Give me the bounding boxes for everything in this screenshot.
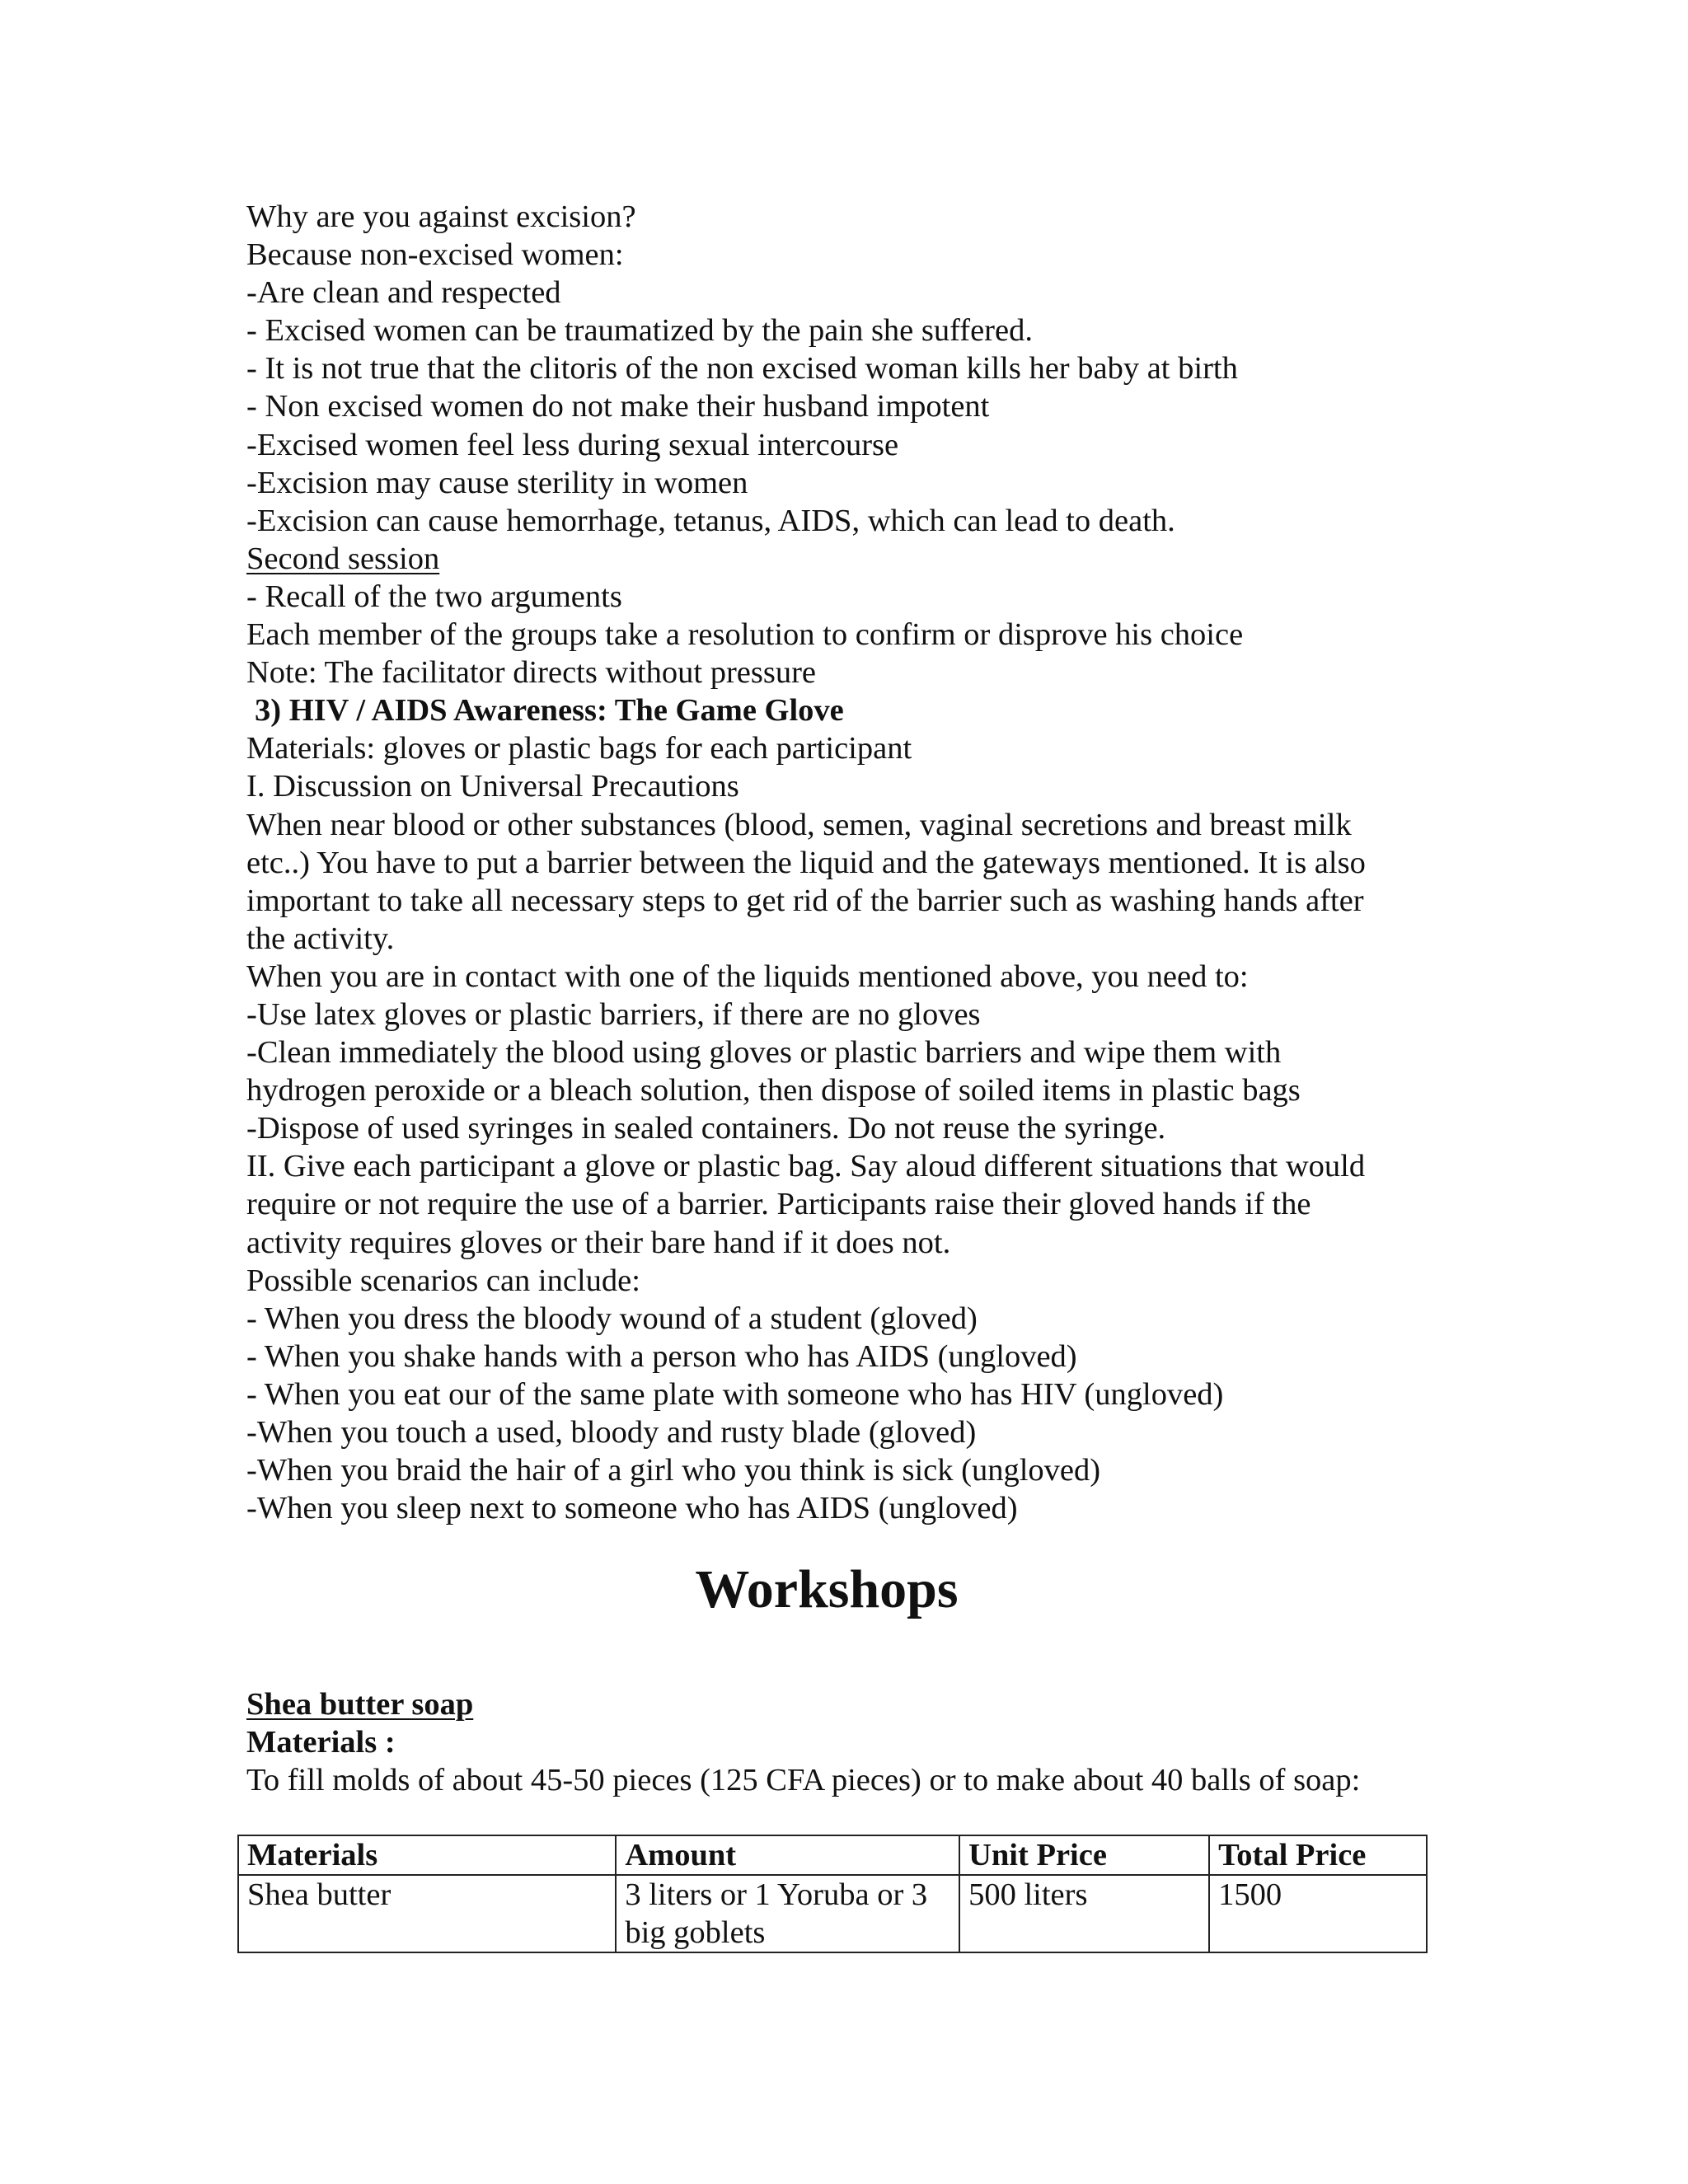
text-line: -Excised women feel less during sexual intercourse — [246, 427, 899, 462]
section-3-heading: 3) HIV / AIDS Awareness: The Game Glove — [255, 693, 844, 729]
text-line: Each member of the groups take a resolution to confirm or disprove his choice — [246, 617, 1244, 653]
text-line: activity requires gloves or their bare hand if it does not. — [246, 1225, 951, 1260]
text-line: - When you shake hands with a person who has AIDS (ungloved) — [246, 1338, 1077, 1374]
text-line: -When you braid the hair of a girl who you think is sick (ungloved) — [246, 1453, 1101, 1488]
text-line: Possible scenarios can include: — [246, 1263, 640, 1298]
text-line: -Dispose of used syringes in sealed containers. Do not reuse the syringe. — [246, 1111, 1166, 1146]
text-line: hydrogen peroxide or a bleach solution, then dispose of soiled items in plastic bags — [246, 1073, 1301, 1108]
spacer — [246, 1800, 1589, 1835]
text-line: -Excision may cause sterility in women — [246, 465, 748, 500]
column-header-materials: Materials — [238, 1835, 616, 1875]
cell-total-price: 1500 — [1209, 1875, 1427, 1952]
text-line: - It is not true that the clitoris of the non excised woman kills her baby at birth — [246, 351, 1238, 387]
text-line: the activity. — [246, 921, 395, 956]
text-line: etc..) You have to put a barrier between the liquid and the gateways mentioned. It is also — [246, 845, 1366, 880]
spacer — [246, 1623, 1589, 1685]
text-line: Materials: gloves or plastic bags for each participant — [246, 731, 912, 766]
text-line: require or not require the use of a barrier. Participants raise their gloved hands if the — [246, 1187, 1311, 1222]
text-line: Why are you against excision? — [246, 199, 636, 234]
column-header-unit-price: Unit Price — [959, 1835, 1209, 1875]
text-line: When you are in contact with one of the liquids mentioned above, you need to: — [246, 958, 1249, 994]
hiv-aids-section-body — [246, 729, 1589, 1527]
text-line: - When you dress the bloody wound of a student (gloved) — [246, 1301, 978, 1336]
text-line: II. Give each participant a glove or plastic bag. Say aloud different situations that would — [246, 1149, 1366, 1184]
table-header-row — [238, 1835, 1427, 1875]
materials-table — [237, 1835, 1428, 1953]
text-line: -Clean immediately the blood using gloves or plastic barriers and wipe them with — [246, 1035, 1282, 1071]
text-line: When near blood or other substances (blood, semen, vaginal secretions and breast milk — [246, 807, 1352, 842]
cell-amount: 3 liters or 1 Yoruba or 3 big goblets — [616, 1875, 959, 1952]
excision-arguments — [246, 198, 1589, 540]
second-session-body — [246, 578, 1589, 691]
cell-material: Shea butter — [238, 1875, 616, 1952]
text-line: -When you touch a used, bloody and rusty blade (gloved) — [246, 1415, 977, 1450]
column-header-total-price: Total Price — [1209, 1835, 1427, 1875]
shea-butter-soap-title: Shea butter soap — [246, 1687, 474, 1722]
materials-label: Materials : — [246, 1725, 396, 1760]
second-session-heading: Second session — [246, 541, 440, 576]
text-line: important to take all necessary steps to get rid of the barrier such as washing hands after — [246, 883, 1364, 918]
text-line: -Excision can cause hemorrhage, tetanus, AIDS, which can lead to death. — [246, 503, 1175, 538]
text-line: Note: The facilitator directs without pressure — [246, 655, 817, 691]
text-line: Because non-excised women: — [246, 237, 624, 273]
text-line: - When you eat our of the same plate with someone who has HIV (ungloved) — [246, 1376, 1224, 1412]
text-line: - Recall of the two arguments — [246, 579, 622, 614]
text-line: -Are clean and respected — [246, 275, 561, 311]
workshops-heading: Workshops — [695, 1559, 959, 1620]
text-line: -Use latex gloves or plastic barriers, if there are no gloves — [246, 996, 981, 1032]
text-line: - Excised women can be traumatized by the pain she suffered. — [246, 313, 1033, 349]
fill-molds-text: To fill molds of about 45-50 pieces (125 CFA pieces) or to make about 40 balls of soap: — [246, 1763, 1361, 1798]
table-row — [238, 1875, 1427, 1952]
text-line: - Non excised women do not make their husband impotent — [246, 389, 990, 424]
text-line: -When you sleep next to someone who has AIDS (ungloved) — [246, 1491, 1018, 1526]
text-line: I. Discussion on Universal Precautions — [246, 769, 739, 804]
cell-unit-price: 500 liters — [959, 1875, 1209, 1952]
column-header-amount: Amount — [616, 1835, 959, 1875]
